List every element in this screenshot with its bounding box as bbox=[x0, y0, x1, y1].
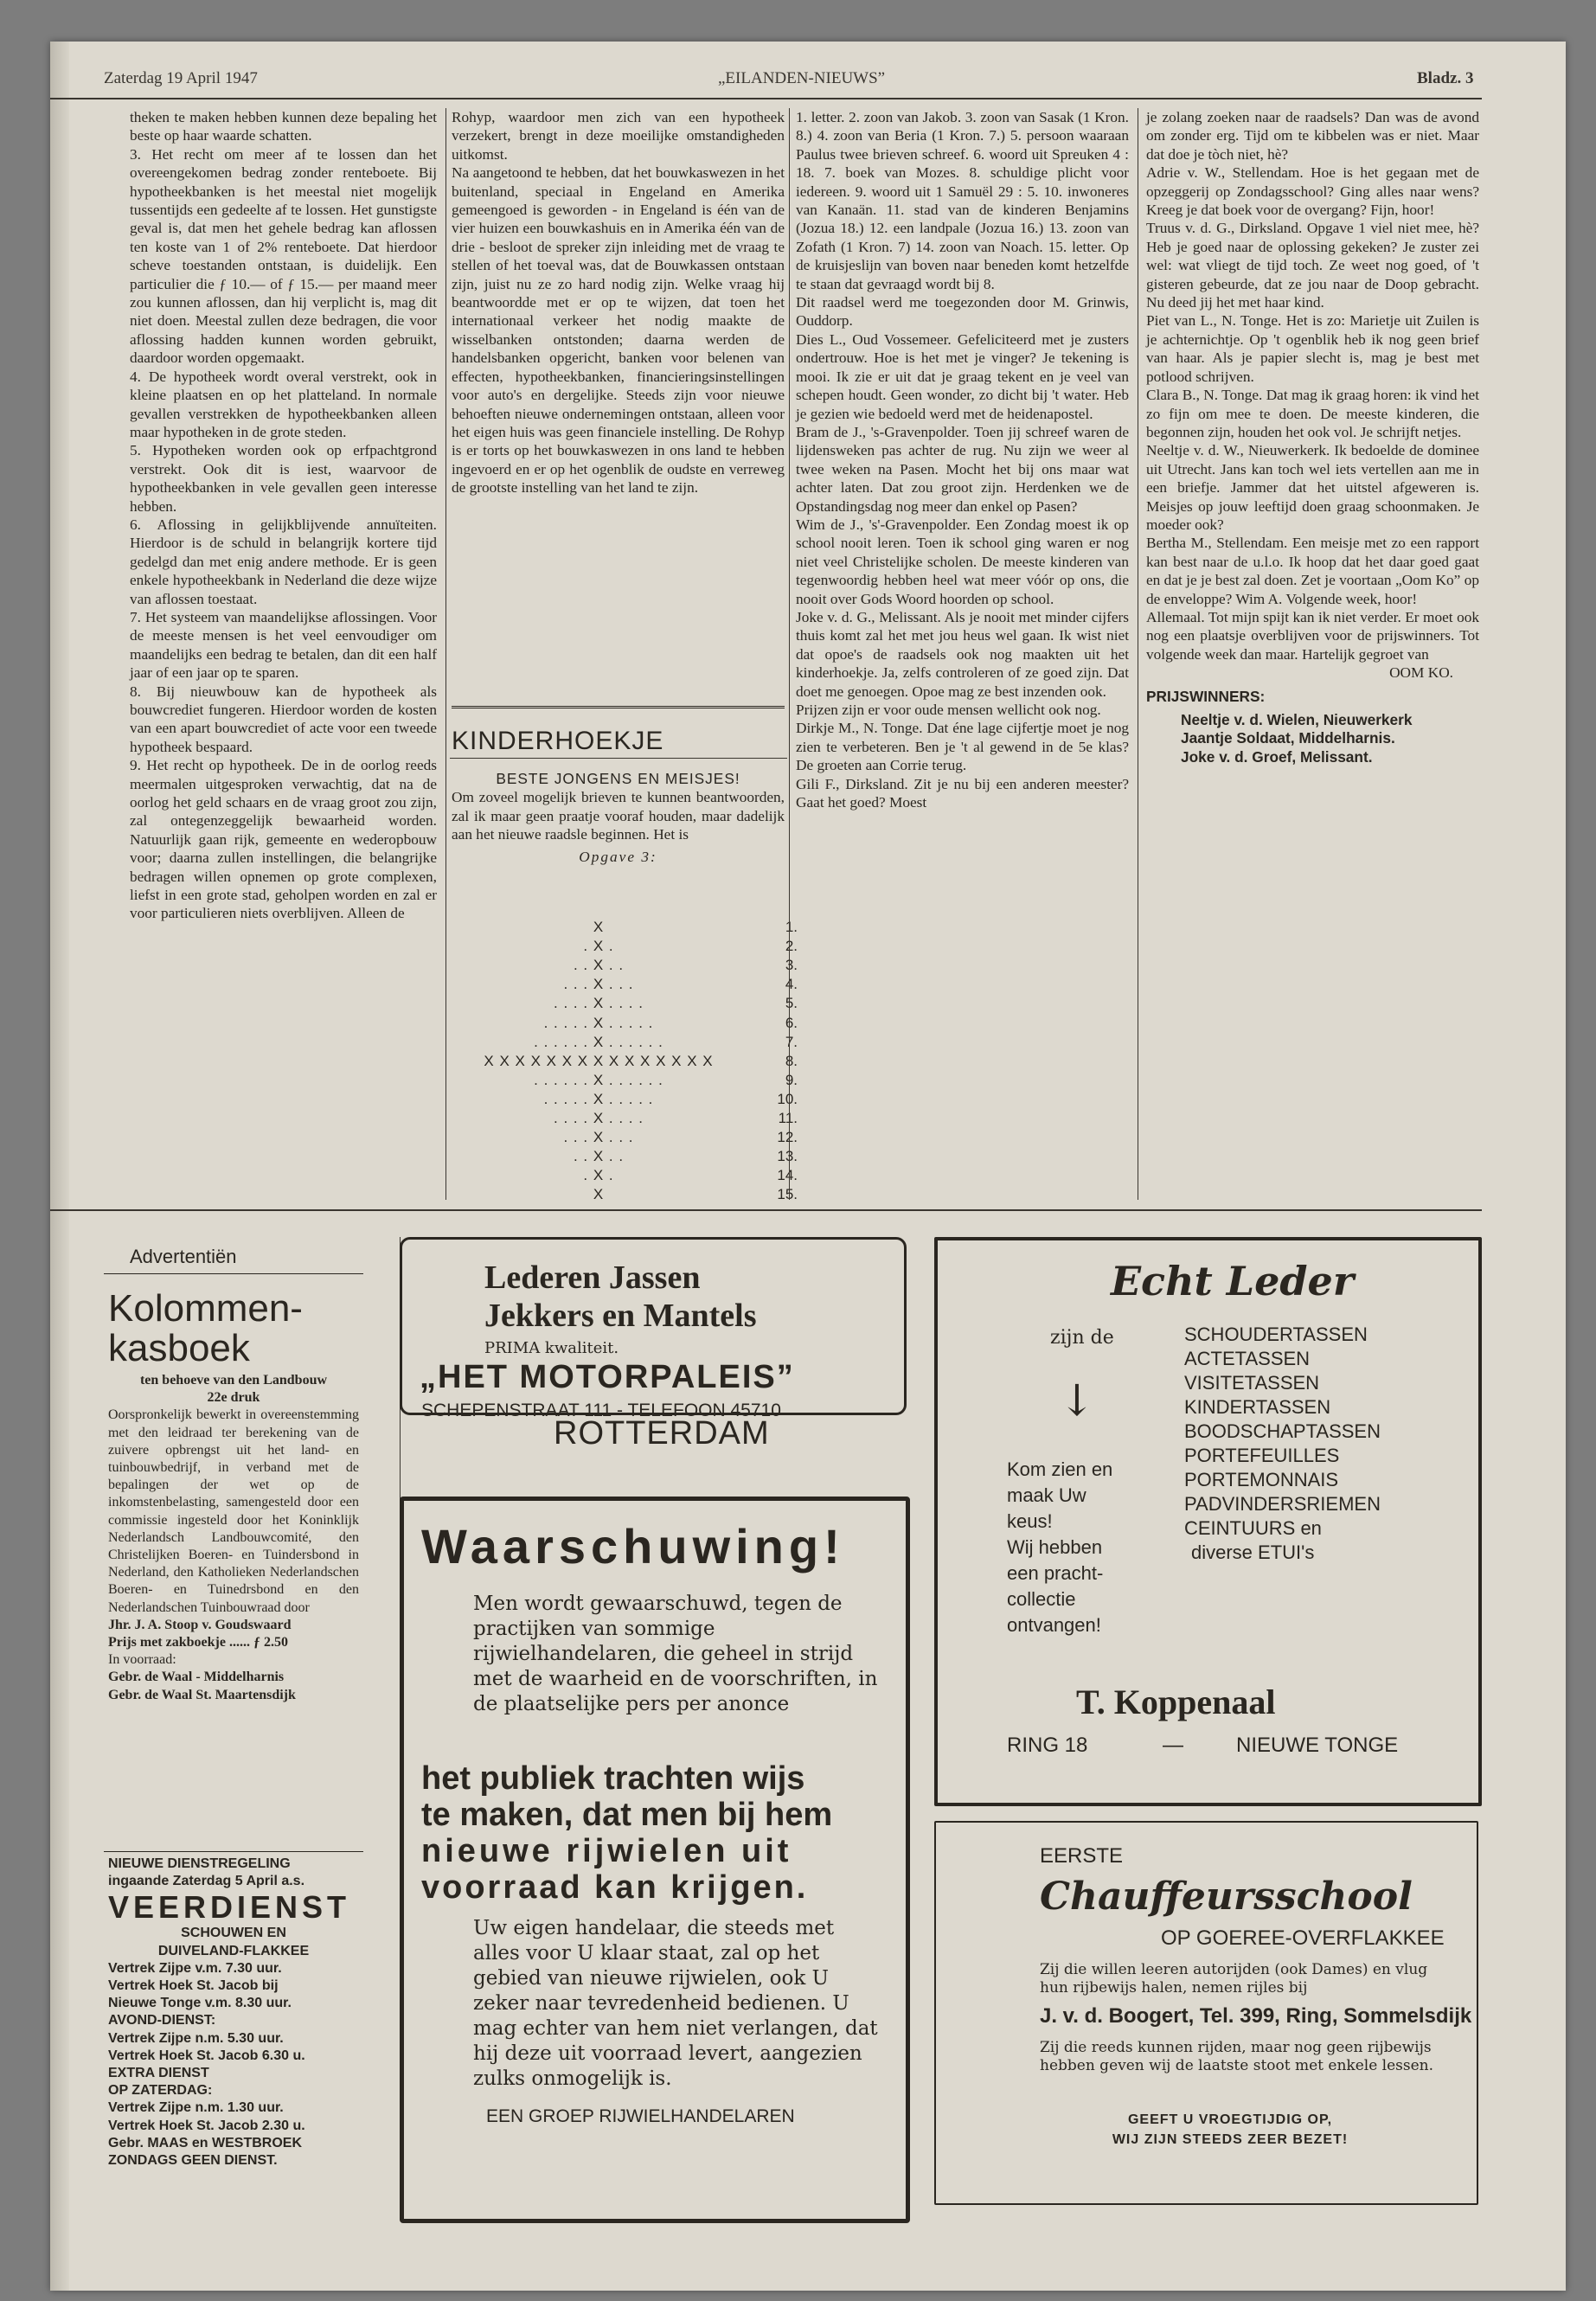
puzzle-row-number: 15. bbox=[777, 1186, 798, 1203]
kasboek-price: Prijs met zakboekje ...... ƒ 2.50 bbox=[108, 1635, 288, 1650]
paragraph: 3. Het recht om meer af te lossen dan het overeengekomen bedrag zonder renteboete. Bij hypotheekbanken is het meestal niet mogelijk tussentijds een gedeelte af te lossen. Het gunstigste geval is, dat men het gehele bedrag kan aflossen ten koste van 1 of 2% renteboete. Dat hierdoor scheve toestanden ontstaan, is duidelijk. Een particulier die ƒ 10.— of ƒ 15.— per maand meer zou kunnen aflossen, dan hij verplicht is, mag dit niet doen. Meestal zullen deze bedragen, die voor aflossing hadden kunnen worden gebruikt, daardoor worden opgemaakt. bbox=[130, 145, 437, 367]
motorpaleis-advert bbox=[400, 1237, 907, 1420]
schedule-line: Nieuwe Tonge v.m. 8.30 uur. bbox=[108, 1996, 292, 2011]
kasboek-title-1: Kolommen- bbox=[108, 1287, 303, 1330]
motorpaleis-address: SCHEPENSTRAAT 111 - TELEFOON 45710 bbox=[421, 1400, 781, 1420]
headline-line: voorraad kan krijgen. bbox=[421, 1869, 809, 1906]
paragraph: theken te maken hebben kunnen deze bepaling het beste op haar waarde schatten. bbox=[130, 109, 437, 144]
puzzle-row-number: 4. bbox=[785, 976, 798, 993]
veerdienst-title: VEERDIENST bbox=[108, 1889, 351, 1926]
greeting: BESTE JONGENS EN MEISJES! bbox=[496, 770, 740, 787]
puzzle-row-cells: X bbox=[593, 1186, 605, 1203]
column-divider bbox=[445, 108, 446, 1200]
leder-product-list bbox=[1184, 1323, 1381, 1565]
header-paper-name: „EILANDEN-NIEUWS” bbox=[718, 69, 886, 87]
schedule-line: Vertrek Hoek St. Jacob 2.30 u. bbox=[108, 2118, 305, 2133]
puzzle-row-number: 2. bbox=[785, 938, 798, 955]
headline-line: nieuwe rijwielen uit bbox=[421, 1833, 792, 1869]
motorpaleis-city: ROTTERDAM bbox=[554, 1415, 770, 1452]
puzzle-row-cells: . . . . X . . . . bbox=[554, 1110, 644, 1126]
puzzle-row-number: 7. bbox=[785, 1033, 798, 1050]
kasboek-author: Jhr. J. A. Stoop v. Goudswaard bbox=[108, 1617, 292, 1632]
paragraph: 7. Het systeem van maandelijkse aflossingen. Voor de meeste mensen is het veel eenvoudiger om maandelijks een bedrag te betalen, dan dit een half jaar of een jaar op te sparen. bbox=[130, 608, 437, 682]
kasboek-seller: Gebr. de Waal - Middelharnis bbox=[108, 1670, 285, 1685]
article-column-1 bbox=[130, 108, 437, 923]
paragraph: Neeltje v. d. W., Nieuwerkerk. Ik bedoelde de dominee uit Utrecht. Jans kan toch wel iets vertellen aan me in een briefje. Jammer dat het uitstel afgeweren is. Meisjes op jouw leeftijd doen graag schoonmaken. Je moeder ook? bbox=[1146, 442, 1479, 533]
paragraph: 6. Aflossing in gelijkblijvende annuïteiten. Hierdoor is de schuld in belangrijk kortere tijd gedelgd dan met enig andere methode. Er is geen enkele hypotheekbank in Nederland die deze wijze van aflossen toestaat. bbox=[130, 516, 437, 607]
prizewinner: Jaantje Soldaat, Middelharnis. bbox=[1181, 729, 1395, 747]
puzzle-row bbox=[452, 1148, 798, 1167]
invitation-line: maak Uw bbox=[1007, 1484, 1086, 1506]
kasboek-stock: In voorraad: bbox=[108, 1652, 176, 1668]
kinderhoekje-intro bbox=[452, 770, 785, 866]
schedule-line: ZONDAGS GEEN DIENST. bbox=[108, 2153, 278, 2169]
chauf-title: Chauffeursschool bbox=[1040, 1875, 1413, 1919]
veerdienst-route: DUIVELAND-FLAKKEE bbox=[157, 1943, 310, 1958]
paragraph: Bertha M., Stellendam. Een meisje met zo een rapport kan best naar de u.l.o. Ik hoop dat het daar goed gaat en dat je je best zal doen. Zet je voortaan „Oom Ko” op de enveloppe? Wim A. Volgende week, hoor! bbox=[1146, 535, 1479, 607]
paragraph: 4. De hypotheek wordt overal verstrekt, ook in kleine plaatsen en op het platteland. In normale gevallen verstrekken de hypotheekbanken alleen maar hypotheken in de grote steden. bbox=[130, 368, 437, 440]
puzzle-row bbox=[452, 976, 798, 995]
chauffeursschool-advert bbox=[934, 1821, 1478, 2205]
puzzle-row-number: 8. bbox=[785, 1052, 798, 1069]
puzzle-row-cells: . . . . . . X . . . . . . bbox=[534, 1071, 663, 1088]
puzzle-row-number: 1. bbox=[785, 919, 798, 935]
motorpaleis-quality: PRIMA kwaliteit. bbox=[484, 1339, 619, 1357]
paragraph: Zij die reeds kunnen rijden, maar nog geen rijbewijs hebben geven wij de laatste stoot met enkele lessen. bbox=[1040, 2039, 1434, 2074]
paragraph: Prijzen zijn er voor oude mensen wellicht ook nog. bbox=[796, 702, 1101, 718]
arrow-down-icon: ↓ bbox=[1059, 1375, 1095, 1426]
puzzle-row-number: 14. bbox=[777, 1167, 798, 1184]
kinderhoekje-column-3 bbox=[796, 108, 1129, 811]
puzzle-row bbox=[452, 995, 798, 1014]
chauf-subtitle: OP GOEREE-OVERFLAKKEE bbox=[1161, 1926, 1445, 1950]
invitation-line: ontvangen! bbox=[1007, 1614, 1101, 1636]
invitation-line: Wij hebben bbox=[1007, 1536, 1103, 1558]
puzzle-row-cells: . . . . . . X . . . . . . bbox=[534, 1033, 663, 1050]
leder-shop-name: T. Koppenaal bbox=[1076, 1682, 1276, 1721]
puzzle-row bbox=[452, 1091, 798, 1110]
paragraph: Clara B., N. Tonge. Dat mag ik graag horen: ik vind het zo fijn om mee te doen. De meeste kinderen, die begonnen zijn, houden het ook vol. Je schrijft netjes. bbox=[1146, 387, 1479, 440]
advertisements-heading: Advertentiën bbox=[130, 1246, 237, 1267]
leder-address-dash: — bbox=[1163, 1734, 1183, 1757]
veerdienst-advert bbox=[108, 1856, 359, 2170]
motorpaleis-name: „HET MOTORPALEIS” bbox=[420, 1359, 795, 1395]
paragraph: Wim de J., 's'-Gravenpolder. Een Zondag moest ik op school nooit leren. Toen ik school ging waren er nog niet veel Christelijke scholen. De meeste kinderen van tegenwoordig hebben heel wat meer vóór op ons, die nooit over Gods Woord hoorden op school. bbox=[796, 516, 1129, 607]
product-item: VISITETASSEN bbox=[1184, 1372, 1320, 1394]
opgave-title: Opgave 3: bbox=[579, 848, 657, 865]
puzzle-grid bbox=[452, 919, 798, 1208]
advertisements-rule bbox=[104, 1273, 363, 1274]
kasboek-edition: 22e druk bbox=[207, 1390, 260, 1406]
schedule-line: EXTRA DIENST bbox=[108, 2066, 209, 2081]
kasboek-advert bbox=[108, 1289, 359, 1704]
puzzle-row-cells: . X . bbox=[583, 938, 614, 955]
puzzle-row-cells: X X X X X X X X X X X X X X X bbox=[484, 1052, 714, 1069]
waarschuwing-title: Waarschuwing! bbox=[421, 1519, 845, 1574]
paragraph: 9. Het recht op hypotheek. De in de oorlog reeds meermalen uitgesproken verwachtig, dat na de oorlog het geld schaars en de vraag groot zou zijn, zal ontegenzeggelijk bewaarheid worden. Natuurlijk gaan rijk, gemeente en wederopbouw voor; daarna zullen instellingen, die belangrijke bedragen willen opnemen op grote complexen, liefst in een grote stad, geholpen worden en zal er voor particulieren niets overblijven. Alleen de bbox=[130, 757, 437, 922]
column-divider bbox=[789, 108, 790, 1200]
puzzle-row-cells: . . . X . . . bbox=[563, 976, 634, 993]
paragraph: Allemaal. Tot mijn spijt kan ik niet verder. Er moet ook nog een plaatsje overblijven voor de prijswinners. Tot volgende week dan maar. Hartelijk gegroet van bbox=[1146, 608, 1479, 663]
signature-oom-ko: OOM KO. bbox=[1389, 664, 1453, 682]
puzzle-row-cells: . . . . . X . . . . . bbox=[543, 1090, 654, 1107]
page-binding bbox=[50, 42, 69, 2291]
headline-line: te maken, dat men bij hem bbox=[421, 1797, 833, 1833]
chauf-teacher: J. v. d. Boogert, Tel. 399, Ring, Sommelsdijk bbox=[1040, 2004, 1472, 2028]
paragraph: je zolang zoeken naar de raadsels? Dan was de avond om zonder erg. Tijd om te kibbelen was er niet. Maar dat doe je tòch niet, hè? bbox=[1146, 109, 1479, 163]
schedule-line: Vertrek Zijpe n.m. 5.30 uur. bbox=[108, 2030, 284, 2046]
leder-address: RING 18 bbox=[1007, 1734, 1088, 1757]
paragraph: Dit raadsel werd me toegezonden door M. Grinwis, Ouddorp. bbox=[796, 294, 1129, 330]
prizewinners-title: PRIJSWINNERS: bbox=[1146, 687, 1266, 705]
product-item: SCHOUDERTASSEN bbox=[1184, 1324, 1368, 1345]
puzzle-row-cells: . . . . . X . . . . . bbox=[543, 1014, 654, 1031]
product-item: KINDERTASSEN bbox=[1184, 1396, 1331, 1418]
puzzle-row-number: 13. bbox=[777, 1148, 798, 1165]
invitation-line: Kom zien en bbox=[1007, 1458, 1113, 1480]
paragraph: Truus v. d. G., Dirksland. Opgave 1 viel niet mee, hè? Heb je goed naar de oplossing gekeken? Je zuster zei wel: wat vliegt de tijd toch. Ze weet nog goed, of 't gisteren gebeurde, dat ze jou naar de Doop gebracht. Nu deed jij het met haar kind. bbox=[1146, 220, 1479, 311]
paragraph: 8. Bij nieuwbouw kan de hypotheek als bouwcrediet fungeren. Hierdoor worden de kosten van een apart bouwcrediet of acte voor een tweede hypotheek bespaard. bbox=[130, 683, 437, 755]
puzzle-row bbox=[452, 938, 798, 957]
schedule-line: AVOND-DIENST: bbox=[108, 2013, 216, 2029]
puzzle-row-number: 10. bbox=[777, 1090, 798, 1107]
product-item: CEINTUURS en bbox=[1184, 1517, 1322, 1539]
puzzle-row bbox=[452, 1167, 798, 1186]
schedule-line: Gebr. MAAS en WESTBROEK bbox=[108, 2135, 303, 2150]
product-item: BOODSCHAPTASSEN bbox=[1184, 1420, 1381, 1442]
paragraph: Joke v. d. G., Melissant. Als je nooit met minder cijfers thuis komt zal het met jou heus wel gaan. Ik wist niet dat opoe's de raadsels ook nog maakten uit het kinderhoekje. Ja, zelfs controleren of ze goed zijn. Dat doet me genoegen. Opoe mag ze best inzenden ook. bbox=[796, 608, 1129, 700]
article-column-2 bbox=[452, 108, 785, 497]
paragraph: Piet van L., N. Tonge. Het is zo: Marietje uit Zuilen is je achternichtje. Op 't ogenblik heb ik nog geen brief van haar. Als je papier slecht is, mag je best met potlood schrijven. bbox=[1146, 312, 1479, 385]
schedule-line: Vertrek Hoek St. Jacob bij bbox=[108, 1978, 279, 1994]
veerdienst-schedule bbox=[108, 1960, 359, 2170]
paragraph: Om zoveel mogelijk brieven te kunnen beantwoorden, zal ik maar geen praatje vooraf houden, maar dadelijk aan het nieuwe raadsle beginnen. Het is bbox=[452, 789, 785, 843]
chauf-notice: WIJ ZIJN STEEDS ZEER BEZET! bbox=[1112, 2132, 1349, 2147]
paragraph: Dies L., Oud Vossemeer. Gefeliciteerd met je zusters ondertrouw. Hoe is het met je vinger? Je tekening is mooi. Ik zie er uit dat je graag tekent en je veel van schepen houdt. Geen wonder, zo dicht bij 't water. Heb je gezien wie bedoeld werd met de heidenapostel. bbox=[796, 330, 1129, 422]
puzzle-row bbox=[452, 1110, 798, 1129]
kinderhoekje-title: KINDERHOEKJE bbox=[452, 727, 664, 755]
puzzle-row bbox=[452, 1129, 798, 1148]
chauf-eerste: EERSTE bbox=[1040, 1844, 1124, 1868]
paragraph: Dirkje M., N. Tonge. Dat éne lage cijfertje moet je nog zien te verbeteren. Ben je 't al gewend in de 5e klas? De groeten aan Corrie terug. bbox=[796, 720, 1129, 774]
puzzle-row-number: 5. bbox=[785, 995, 798, 1012]
puzzle-row-cells: . . X . . bbox=[573, 957, 625, 974]
invitation-line: keus! bbox=[1007, 1510, 1053, 1532]
schedule-line: Vertrek Zijpe n.m. 1.30 uur. bbox=[108, 2100, 284, 2116]
puzzle-row-number: 6. bbox=[785, 1014, 798, 1031]
waarschuwing-headline bbox=[421, 1760, 897, 1906]
paragraph: 1. letter. 2. zoon van Jakob. 3. zoon van Sasak (1 Kron. 8.) 4. zoon van Beria (1 Kron. 7.) 5. persoon waaraan Paulus twee brieven schreef. 6. woord uit Spreuken 4 : 18. 7. boek van Mozes. 8. schuldige plicht voor iedereen. 9. woord uit 1 Samuël 29 : 5. 10. inwoneres van Kanaän. 11. stad van de kinderen Benjamins (Jozua 18.) 12. een landpale (Jozua 16.) 13. zoon van Zofath (1 Kron. 7) 14. zoon van Noach. 15. letter. Op de kruisjeslijn van boven naar beneden komt hetzelfde te staan dat gevraagd wordt bij 8. bbox=[796, 109, 1129, 292]
paragraph: Adrie v. W., Stellendam. Hoe is het gegaan met de opzeggerij op Zondagsschool? Ging alles naar wens? Kreeg je dat boek voor de overgang? Fijn, hoor! bbox=[1146, 164, 1479, 219]
paragraph: Bram de J., 's-Gravenpolder. Toen jij schreef waren de lijdensweken pas achter de rug. Nu zijn we weer al twee weken na Pasen. Mocht het bij ons maar wat achter laten. Dat zou groot zijn. Herdenken we de Opstandingsdag nog meer dan enkel op Pasen? bbox=[796, 423, 1129, 515]
leder-title: Echt Leder bbox=[1111, 1258, 1355, 1304]
paragraph: Uw eigen handelaar, die steeds met alles voor U klaar staat, zal op het gebied van nieuwe rijwielen, ook U zeker naar tevredenheid bedienen. U mag echter van hem niet verlangen, dat hij deze uit voorraad levert, aangezien zulks onmogelijk is. bbox=[473, 1917, 878, 2090]
schedule-line: Vertrek Hoek St. Jacob 6.30 u. bbox=[108, 2048, 305, 2063]
product-item: PORTEMONNAIS bbox=[1184, 1469, 1339, 1490]
advert-rule bbox=[50, 1209, 1482, 1211]
article-end-rule bbox=[452, 706, 785, 708]
motorpaleis-headline-1: Lederen Jassen bbox=[484, 1259, 701, 1296]
product-item: PORTEFEUILLES bbox=[1184, 1445, 1340, 1466]
motorpaleis-headline-2: Jekkers en Mantels bbox=[484, 1298, 757, 1334]
paragraph: Men wordt gewaarschuwd, tegen de practijken van sommige rijwielhandelaren, die geheel in strijd met de waarheid en de voorschriften, in de plaatselijke pers per anonce bbox=[473, 1593, 878, 1715]
puzzle-row-number: 12. bbox=[777, 1129, 798, 1146]
invitation-line: een pracht- bbox=[1007, 1562, 1104, 1584]
kasboek-title-2: kasboek bbox=[108, 1327, 250, 1369]
puzzle-row-number: 9. bbox=[785, 1071, 798, 1088]
prizewinner: Joke v. d. Groef, Melissant. bbox=[1181, 747, 1373, 766]
leder-subtitle: zijn de bbox=[1050, 1327, 1114, 1349]
product-item: PADVINDERSRIEMEN bbox=[1184, 1493, 1381, 1515]
puzzle-row-cells: . . . X . . . bbox=[563, 1129, 634, 1146]
paragraph: Oorspronkelijk bewerkt in overeenstemming met den leidraad ter berekening van de zuivere opbrengst uit het land- en tuinbouwbedrijf, in verband met de bepalingen der wet op de inkomstenbelasting, samengesteld door een commissie ingesteld door het Koninklijk Nederlandsch Landbouwcomité, den Christelijken Boeren- en Tuindersbond in Nederland, den Katholieken Nederlandschen Boeren- en Tuinedrsbond en den Nederlandschen Tuinbouwraad door bbox=[108, 1407, 359, 1615]
puzzle-row-cells: X bbox=[593, 919, 605, 935]
paragraph: Zij die willen leeren autorijden (ook Dames) en vlug hun rijbewijs halen, nemen rijles bij bbox=[1040, 1961, 1428, 1997]
puzzle-row bbox=[452, 1034, 798, 1053]
schedule-line: Vertrek Zijpe v.m. 7.30 uur. bbox=[108, 1960, 282, 1976]
leder-advert bbox=[934, 1237, 1482, 1806]
page-header bbox=[52, 69, 1479, 90]
paragraph: Rohyp, waardoor men zich van een hypotheek verzekert, brengt in deze moeilijke omstandigheden uitkomst. bbox=[452, 109, 785, 163]
paragraph: 5. Hypotheken worden ook op erfpachtgrond verstrekt. Ook dit is iest, waarvoor de hypotheekbanken in vele gevallen geen interesse hebben. bbox=[130, 442, 437, 515]
puzzle-row bbox=[452, 1186, 798, 1205]
waarschuwing-signature: EEN GROEP RIJWIELHANDELAREN bbox=[486, 2106, 795, 2126]
waarschuwing-advert bbox=[400, 1497, 910, 2223]
invitation-line: collectie bbox=[1007, 1588, 1076, 1610]
headline-line: het publiek trachten wijs bbox=[421, 1760, 805, 1797]
kasboek-subtitle: ten behoeve van den Landbouw bbox=[139, 1373, 328, 1388]
product-item: diverse ETUI's bbox=[1191, 1541, 1315, 1563]
puzzle-row bbox=[452, 957, 798, 976]
header-rule bbox=[50, 98, 1482, 99]
kinderhoekje-column-4 bbox=[1146, 108, 1479, 766]
veerdienst-note: ingaande Zaterdag 5 April a.s. bbox=[108, 1874, 305, 1889]
puzzle-row-cells: . . . . X . . . . bbox=[554, 995, 644, 1012]
header-date: Zaterdag 19 April 1947 bbox=[104, 69, 258, 87]
kasboek-seller: Gebr. de Waal St. Maartensdijk bbox=[108, 1687, 296, 1702]
header-page-number: Bladz. 3 bbox=[1417, 69, 1474, 87]
leder-invitation bbox=[1007, 1457, 1112, 1638]
puzzle-row bbox=[452, 1072, 798, 1091]
leder-place: NIEUWE TONGE bbox=[1236, 1734, 1399, 1757]
prizewinner: Neeltje v. d. Wielen, Nieuwerkerk bbox=[1181, 711, 1413, 728]
chauf-notice: GEEFT U VROEGTIJDIG OP, bbox=[1127, 2112, 1333, 2127]
veerdienst-route: SCHOUWEN EN bbox=[181, 1926, 286, 1941]
puzzle-row bbox=[452, 1015, 798, 1034]
puzzle-row-cells: . X . bbox=[583, 1167, 614, 1184]
schedule-line: OP ZATERDAG: bbox=[108, 2083, 213, 2099]
paragraph: Gili F., Dirksland. Zit je nu bij een anderen meester? Gaat het goed? Moest bbox=[796, 775, 1129, 811]
puzzle-row-number: 11. bbox=[778, 1110, 798, 1126]
puzzle-row-cells: . . X . . bbox=[573, 1148, 625, 1165]
puzzle-row bbox=[452, 1053, 798, 1072]
product-item: ACTETASSEN bbox=[1184, 1348, 1311, 1369]
paragraph: Na aangetoond te hebben, dat het bouwkaswezen in het buitenland, speciaal in Engeland en Amerika gemeengoed is geworden - in Engeland is één van de vier huizen een bouwkashuis en in Amerika één van de drie - besloot de spreker zijn inleiding met de vraag te stellen of het toeval was, dat de Bouwkassen ontstaan zijn, juist nu ze zo hard nodig zijn. Welke vraag hij beantwoordde met er op te wijzen, dat toen het internationaal verkeer het nodig maakte de wisselbanken ontstonden; daarna werden de handelsbanken opgericht, banken voor belenen van effecten, hypotheekbanken, financieringsinstellingen voor auto's en dergelijke. Steeds zijn voor nieuwe behoeften nieuwe ondernemingen ontstaan, alleen voor het eigen huis was geen financiele instelling. De Rohyp is er torts op het bouwkaswezen in ons land te hebben ingevoerd en er op het ogenblik de oudste en verreweg de grootste instelling van het land te zijn. bbox=[452, 164, 785, 497]
veerdienst-note: NIEUWE DIENSTREGELING bbox=[108, 1856, 291, 1871]
advert-separator bbox=[104, 1851, 363, 1852]
puzzle-row-number: 3. bbox=[785, 957, 798, 974]
puzzle-row bbox=[452, 919, 798, 938]
